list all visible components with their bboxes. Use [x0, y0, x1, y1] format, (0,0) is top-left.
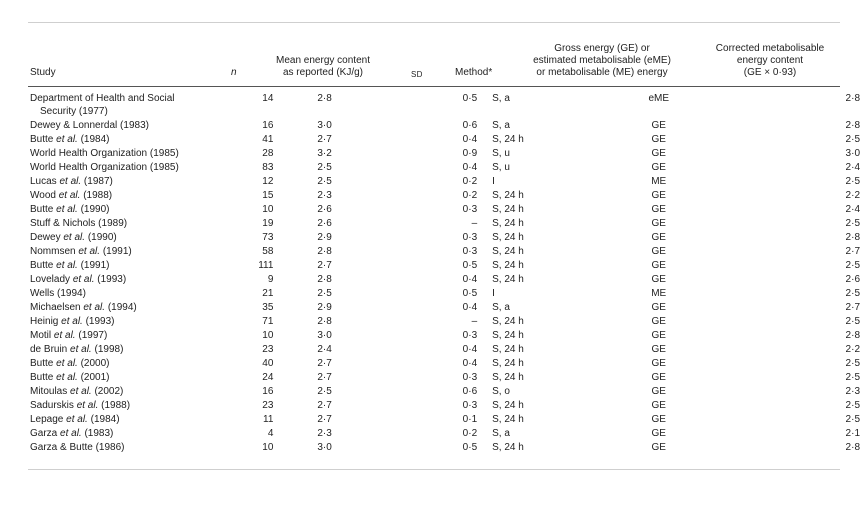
- cell-n: 21: [262, 288, 274, 299]
- table-row: [30, 189, 860, 203]
- cell-corr: 2·8: [845, 93, 860, 104]
- cell-study: Lepage et al. (1984): [30, 414, 120, 425]
- cell-study: Butte et al. (1991): [30, 260, 110, 271]
- cell-mean: 3·0: [317, 120, 332, 131]
- cell-sd: 0·3: [462, 372, 478, 383]
- cell-n: 28: [262, 148, 274, 159]
- cell-sd: 0·4: [462, 162, 478, 173]
- cell-study: Garza & Butte (1986): [30, 442, 125, 453]
- cell-sd: 0·6: [462, 386, 478, 397]
- cell-ge: GE: [651, 218, 666, 229]
- cell-method: S, 24 h: [492, 232, 524, 243]
- header-ge-line2: estimated metabolisable (eME): [533, 55, 671, 66]
- cell-ge: GE: [651, 260, 666, 271]
- cell-n: 73: [262, 232, 274, 243]
- cell-sd: –: [471, 316, 478, 327]
- cell-sd: 0·4: [462, 274, 478, 285]
- table-row: [30, 259, 860, 273]
- cell-study: Sadurskis et al. (1988): [30, 400, 131, 411]
- cell-study: Dewey & Lonnerdal (1983): [30, 120, 149, 131]
- cell-n: 23: [262, 344, 274, 355]
- table-row: [30, 427, 860, 441]
- cell-study: Garza et al. (1983): [30, 428, 114, 439]
- cell-method: S, 24 h: [492, 316, 524, 327]
- cell-ge: GE: [651, 372, 666, 383]
- cell-ge: GE: [651, 428, 666, 439]
- cell-method: S, 24 h: [492, 190, 524, 201]
- cell-corr: 2·8: [845, 442, 860, 453]
- cell-n: 83: [262, 162, 274, 173]
- cell-sd: 0·3: [462, 204, 478, 215]
- cell-ge: GE: [651, 330, 666, 341]
- cell-corr: 2·6: [845, 274, 860, 285]
- cell-mean: 2·9: [317, 232, 332, 243]
- cell-corr: 2·2: [845, 344, 860, 355]
- data-table: [30, 92, 860, 455]
- cell-corr: 2·4: [845, 204, 860, 215]
- table-row: [30, 357, 860, 371]
- cell-corr: 2·5: [845, 288, 860, 299]
- cell-study: Lucas et al. (1987): [30, 176, 113, 187]
- cell-n: 14: [262, 93, 274, 104]
- header-ge-line3: or metabolisable (ME) energy: [536, 67, 668, 78]
- cell-ge: eME: [648, 93, 669, 104]
- cell-method: S, 24 h: [492, 246, 524, 257]
- cell-study: [30, 92, 240, 119]
- cell-corr: 2·5: [845, 260, 860, 271]
- cell-mean: 3·0: [317, 442, 332, 453]
- cell-corr: 2·1: [845, 428, 860, 439]
- cell-mean: 2·5: [317, 162, 332, 173]
- cell-corr: 2·5: [845, 372, 860, 383]
- header-ge: [520, 43, 684, 79]
- table-row: [30, 343, 860, 357]
- cell-corr: 2·5: [845, 176, 860, 187]
- table-row: [30, 203, 860, 217]
- cell-method: S, u: [492, 162, 510, 173]
- cell-n: 71: [262, 316, 274, 327]
- cell-method: S, 24 h: [492, 414, 524, 425]
- cell-study: Lovelady et al. (1993): [30, 274, 127, 285]
- cell-n: 15: [262, 190, 274, 201]
- cell-corr: 3·0: [845, 148, 860, 159]
- header-corrected: [700, 43, 840, 79]
- cell-sd: 0·2: [462, 176, 478, 187]
- cell-study: World Health Organization (1985): [30, 148, 179, 159]
- cell-mean: 2·7: [317, 134, 332, 145]
- cell-study: Mitoulas et al. (2002): [30, 386, 124, 397]
- cell-ge: GE: [651, 120, 666, 131]
- cell-study: Butte et al. (1990): [30, 204, 110, 215]
- cell-n: 16: [262, 386, 274, 397]
- cell-mean: 2·6: [317, 218, 332, 229]
- cell-ge: GE: [651, 246, 666, 257]
- table-row: [30, 413, 860, 427]
- cell-corr: 2·5: [845, 358, 860, 369]
- cell-ge: GE: [651, 190, 666, 201]
- cell-corr: 2·8: [845, 120, 860, 131]
- table-row: [30, 217, 860, 231]
- cell-method: S, 24 h: [492, 218, 524, 229]
- header-corrected-line3: (GE × 0·93): [743, 67, 797, 78]
- cell-n: 9: [267, 274, 274, 285]
- cell-mean: 2·7: [317, 260, 332, 271]
- table-row: [30, 273, 860, 287]
- cell-n: 4: [267, 428, 274, 439]
- cell-mean: 2·8: [317, 316, 332, 327]
- table-row: [30, 371, 860, 385]
- cell-mean: 2·5: [317, 386, 332, 397]
- cell-ge: GE: [651, 414, 666, 425]
- header-study: Study: [30, 67, 56, 78]
- cell-ge: GE: [651, 302, 666, 313]
- cell-corr: 2·5: [845, 134, 860, 145]
- header-mean-line1: Mean energy content: [276, 55, 370, 66]
- cell-sd: 0·5: [462, 93, 478, 104]
- cell-ge: GE: [651, 358, 666, 369]
- table-row: [30, 133, 860, 147]
- cell-method: I: [492, 288, 495, 299]
- cell-sd: 0·3: [462, 246, 478, 257]
- cell-n: 40: [262, 358, 274, 369]
- cell-method: S, o: [492, 386, 510, 397]
- cell-mean: 2·5: [317, 176, 332, 187]
- table-row: [30, 399, 860, 413]
- cell-study: Butte et al. (2000): [30, 358, 110, 369]
- table-row: [30, 329, 860, 343]
- cell-mean: 2·3: [317, 428, 332, 439]
- cell-sd: 0·1: [462, 414, 478, 425]
- cell-study: World Health Organization (1985): [30, 162, 179, 173]
- cell-n: 23: [262, 400, 274, 411]
- cell-mean: 2·3: [317, 190, 332, 201]
- cell-method: I: [492, 176, 495, 187]
- cell-mean: 2·7: [317, 414, 332, 425]
- cell-study: Michaelsen et al. (1994): [30, 302, 137, 313]
- cell-sd: 0·6: [462, 120, 478, 131]
- cell-corr: 2·2: [845, 190, 860, 201]
- cell-n: 10: [262, 330, 274, 341]
- cell-method: S, 24 h: [492, 260, 524, 271]
- cell-method: S, a: [492, 428, 510, 439]
- cell-method: S, a: [492, 302, 510, 313]
- cell-method: S, a: [492, 120, 510, 131]
- cell-n: 10: [262, 204, 274, 215]
- cell-ge: GE: [651, 386, 666, 397]
- cell-ge: GE: [651, 344, 666, 355]
- table-row: [30, 301, 860, 315]
- cell-mean: 2·5: [317, 288, 332, 299]
- cell-mean: 2·7: [317, 372, 332, 383]
- cell-n: 12: [262, 176, 274, 187]
- cell-ge: GE: [651, 232, 666, 243]
- cell-n: 111: [258, 260, 274, 271]
- table-row: [30, 245, 860, 259]
- cell-mean: 2·8: [317, 93, 332, 104]
- cell-ge: ME: [651, 288, 667, 299]
- cell-sd: 0·2: [462, 190, 478, 201]
- cell-ge: GE: [651, 400, 666, 411]
- cell-corr: 2·5: [845, 414, 860, 425]
- table-row: [30, 231, 860, 245]
- cell-method: S, 24 h: [492, 442, 524, 453]
- cell-method: S, 24 h: [492, 204, 524, 215]
- cell-mean: 2·9: [317, 302, 332, 313]
- header-method: Method*: [455, 67, 493, 78]
- cell-ge: GE: [651, 442, 666, 453]
- cell-study-line2: Security (1977): [40, 106, 108, 117]
- cell-n: 11: [263, 414, 274, 425]
- cell-study: Heinig et al. (1993): [30, 316, 115, 327]
- cell-mean: 3·0: [317, 330, 332, 341]
- cell-ge: ME: [651, 176, 667, 187]
- cell-study: Butte et al. (2001): [30, 372, 110, 383]
- table-row: [30, 287, 860, 301]
- cell-ge: GE: [651, 162, 666, 173]
- cell-study: Wood et al. (1988): [30, 190, 113, 201]
- cell-corr: 2·7: [845, 302, 860, 313]
- cell-n: 58: [262, 246, 274, 257]
- cell-method: S, u: [492, 148, 510, 159]
- cell-sd: 0·4: [462, 344, 478, 355]
- table-row: [30, 92, 860, 119]
- header-sd: SD: [411, 70, 423, 79]
- header-mean: [258, 55, 388, 79]
- cell-ge: GE: [651, 204, 666, 215]
- cell-method: S, 24 h: [492, 330, 524, 341]
- cell-sd: 0·5: [462, 260, 478, 271]
- cell-corr: 2·3: [845, 386, 860, 397]
- table-row: [30, 147, 860, 161]
- cell-corr: 2·5: [845, 218, 860, 229]
- cell-method: S, a: [492, 93, 510, 104]
- cell-study: Dewey et al. (1990): [30, 232, 117, 243]
- header-rule: [28, 86, 840, 87]
- cell-sd: 0·3: [462, 232, 478, 243]
- cell-n: 35: [262, 302, 274, 313]
- cell-corr: 2·5: [845, 316, 860, 327]
- cell-n: 19: [262, 218, 274, 229]
- cell-sd: 0·5: [462, 288, 478, 299]
- cell-sd: 0·3: [462, 330, 478, 341]
- cell-mean: 2·7: [317, 400, 332, 411]
- cell-corr: 2·4: [845, 162, 860, 173]
- cell-sd: 0·9: [462, 148, 478, 159]
- cell-study: Stuff & Nichols (1989): [30, 218, 128, 229]
- cell-method: S, 24 h: [492, 400, 524, 411]
- cell-sd: 0·5: [462, 442, 478, 453]
- cell-method: S, 24 h: [492, 134, 524, 145]
- cell-corr: 2·8: [845, 232, 860, 243]
- table-row: [30, 441, 860, 455]
- table-row: [30, 385, 860, 399]
- cell-corr: 2·7: [845, 246, 860, 257]
- cell-study: de Bruin et al. (1998): [30, 344, 124, 355]
- cell-study: Nommsen et al. (1991): [30, 246, 132, 257]
- table-row: [30, 161, 860, 175]
- cell-mean: 2·8: [317, 246, 332, 257]
- cell-method: S, 24 h: [492, 344, 524, 355]
- cell-n: 10: [262, 442, 274, 453]
- table-row: [30, 315, 860, 329]
- bottom-rule: [28, 469, 840, 470]
- cell-sd: 0·4: [462, 134, 478, 145]
- header-mean-line2: as reported (KJ/g): [282, 67, 364, 78]
- cell-study-line1: Department of Health and Social: [30, 93, 175, 104]
- cell-mean: 2·6: [317, 204, 332, 215]
- table-row: [30, 175, 860, 189]
- header-corrected-line1: Corrected metabolisable: [715, 43, 825, 54]
- top-rule: [28, 22, 840, 23]
- cell-sd: 0·4: [462, 302, 478, 313]
- cell-corr: 2·8: [845, 330, 860, 341]
- cell-study: Wells (1994): [30, 288, 86, 299]
- cell-ge: GE: [651, 316, 666, 327]
- cell-mean: 2·8: [317, 274, 332, 285]
- header-corrected-line2: energy content: [736, 55, 804, 66]
- cell-mean: 2·4: [317, 344, 332, 355]
- cell-sd: 0·3: [462, 400, 478, 411]
- cell-ge: GE: [651, 134, 666, 145]
- cell-method: S, 24 h: [492, 372, 524, 383]
- header-ge-line1: Gross energy (GE) or: [554, 43, 650, 54]
- cell-ge: GE: [651, 148, 666, 159]
- cell-n: 16: [262, 120, 274, 131]
- cell-sd: 0·4: [462, 358, 478, 369]
- table-row: [30, 119, 860, 133]
- cell-sd: 0·2: [462, 428, 478, 439]
- cell-mean: 3·2: [317, 148, 332, 159]
- cell-method: S, 24 h: [492, 358, 524, 369]
- cell-ge: GE: [651, 274, 666, 285]
- header-n: n: [231, 67, 237, 78]
- cell-study: Butte et al. (1984): [30, 134, 110, 145]
- cell-n: 24: [262, 372, 274, 383]
- cell-n: 41: [262, 134, 274, 145]
- cell-mean: 2·7: [317, 358, 332, 369]
- cell-sd: –: [471, 218, 478, 229]
- cell-method: S, 24 h: [492, 274, 524, 285]
- cell-study: Motil et al. (1997): [30, 330, 108, 341]
- cell-corr: 2·5: [845, 400, 860, 411]
